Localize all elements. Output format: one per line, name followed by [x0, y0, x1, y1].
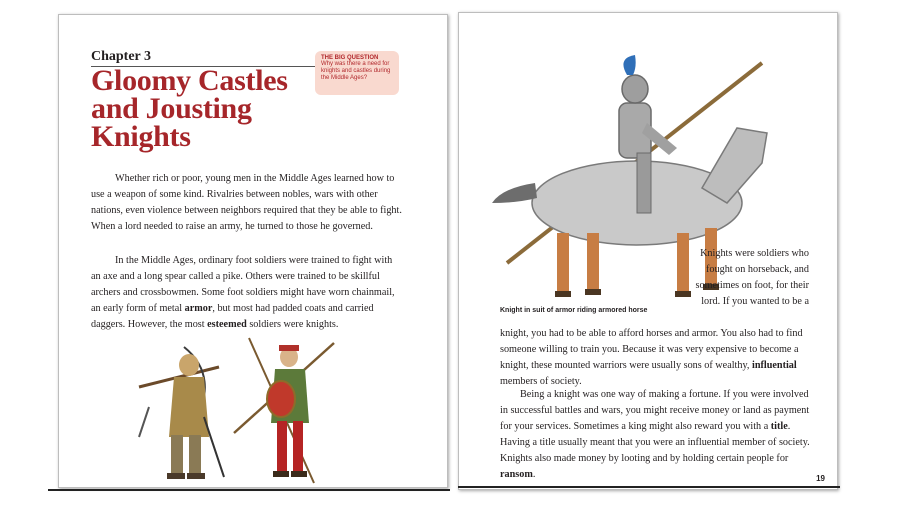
text-run: .	[532, 469, 536, 480]
glossary-term: title	[770, 421, 788, 432]
chapter-title-line: and Jousting	[91, 92, 252, 125]
side-text: Knights were soldiers who fought on horseback, and sometimes on foot, for their lord. If you wanted to be a	[695, 248, 809, 307]
chapter-title-line: Gloomy Castles	[91, 64, 288, 97]
left-page	[58, 14, 448, 488]
paragraph-4	[500, 387, 812, 483]
paragraph-1: Whether rich or poor, young men in the Middle Ages learned how to use a weapon of some kind. Rivalries between nobles, wars with other nations, even violence between neighbors required that they be able to fight. When a lord needed to raise an army, he turned to those he governed.	[91, 173, 402, 232]
crossbowman-illustration	[129, 337, 239, 487]
glossary-term: armor	[184, 303, 213, 314]
text-run: soldiers were knights.	[246, 319, 339, 330]
text-run: members of society.	[500, 376, 582, 387]
illustration-caption: Knight in suit of armor riding armored horse	[500, 307, 648, 314]
text-run: Being a knight was one way of making a fortune. If you were involved in successful battles and wars, you might receive money or land as payment for your services. Sometimes a king might also reward you with a	[500, 389, 810, 432]
page-number: 19	[816, 474, 825, 483]
text-run: In the Middle Ages, ordinary foot soldiers were trained to fight with an axe and a long spear called a pike. Others were trained to be skillful archers and crossbowmen. Some foot soldiers might have worn chainmail, an early form of metal	[91, 255, 395, 314]
chapter-label: Chapter 3	[91, 49, 152, 64]
big-question-heading: THE BIG QUESTION	[321, 55, 379, 61]
big-question-text: Why was there a need for knights and castles during the Middle Ages?	[321, 61, 391, 81]
right-page	[458, 12, 838, 490]
pikeman-illustration	[229, 333, 339, 488]
glossary-term: ransom	[500, 469, 533, 480]
bottom-rule-left	[48, 489, 450, 491]
chapter-title	[91, 64, 288, 153]
glossary-term: influential	[752, 360, 797, 371]
glossary-term: esteemed	[207, 319, 247, 330]
big-question-box	[315, 51, 399, 95]
paragraph-2	[91, 253, 403, 333]
text-run: knight, you had to be able to afford horses and armor. You also had to find someone willing to train you. Because it was very expensive to become a knight, these mounted warriors were usually sons of wealthy,	[500, 328, 803, 371]
bottom-rule-right	[458, 486, 840, 488]
text-run: . Having a title usually meant that you were an influential member of society. Knights also made money by looting and by holding certain people for	[500, 421, 810, 464]
chapter-title-line: Knights	[91, 120, 191, 153]
paragraph-3	[500, 326, 812, 390]
text-run: , but most had padded coats and carried daggers. However, the most	[91, 303, 374, 330]
